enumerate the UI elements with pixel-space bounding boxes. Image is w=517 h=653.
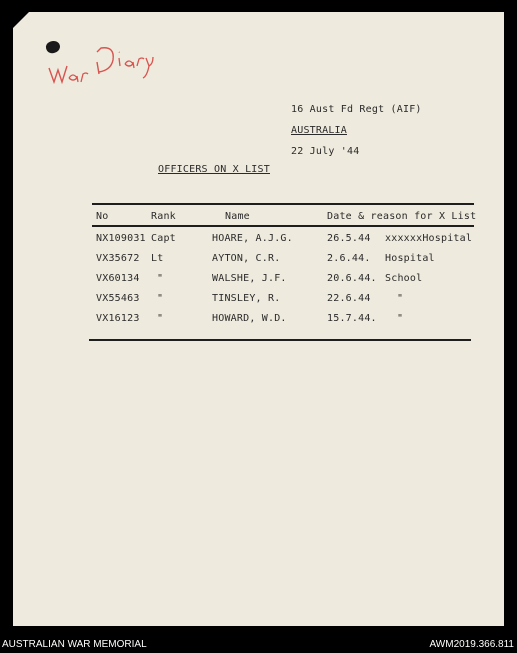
cell-date: 26.5.44 — [327, 233, 371, 244]
cell-name: WALSHE, J.F. — [212, 273, 287, 284]
cell-no: VX60134 — [96, 273, 140, 284]
table-header-rule — [92, 225, 474, 227]
column-header-rank: Rank — [151, 211, 176, 222]
cell-name: HOWARD, W.D. — [212, 313, 287, 324]
cell-reason: School — [385, 273, 423, 284]
cell-no: VX35672 — [96, 253, 140, 264]
cell-no: VX16123 — [96, 313, 140, 324]
cell-no: VX55463 — [96, 293, 140, 304]
cell-name: HOARE, A.J.G. — [212, 233, 293, 244]
document-date: 22 July '44 — [291, 146, 360, 157]
cell-rank: Capt — [151, 233, 176, 244]
cell-name: TINSLEY, R. — [212, 293, 281, 304]
cell-reason: " — [397, 293, 404, 304]
cell-rank: Lt — [151, 253, 164, 264]
column-header-name: Name — [225, 211, 250, 222]
table-top-rule — [92, 203, 474, 205]
cell-date: 2.6.44. — [327, 253, 371, 264]
cell-rank: " — [157, 293, 164, 304]
cell-name: AYTON, C.R. — [212, 253, 281, 264]
cell-rank: " — [157, 313, 164, 324]
cell-date: 22.6.44 — [327, 293, 371, 304]
document-title: OFFICERS ON X LIST — [158, 164, 270, 175]
footer-institution: AUSTRALIAN WAR MEMORIAL — [2, 639, 147, 650]
handwritten-war-diary-annotation — [45, 38, 160, 93]
cell-no: NX109031 — [96, 233, 146, 244]
cell-reason: " — [397, 313, 404, 324]
unit-heading: 16 Aust Fd Regt (AIF) — [291, 104, 422, 115]
cell-date: 15.7.44. — [327, 313, 377, 324]
column-header-date-reason: Date & reason for X List — [327, 211, 477, 222]
cell-date: 20.6.44. — [327, 273, 377, 284]
cell-reason: Hospital — [385, 253, 435, 264]
footer-accession-number: AWM2019.366.811 — [429, 639, 514, 650]
cell-reason: xxxxxxHospital — [385, 233, 473, 244]
cell-rank: " — [157, 273, 164, 284]
country-heading: AUSTRALIA — [291, 125, 347, 136]
torn-corner — [13, 12, 29, 28]
column-header-no: No — [96, 211, 109, 222]
table-bottom-rule — [89, 339, 471, 341]
